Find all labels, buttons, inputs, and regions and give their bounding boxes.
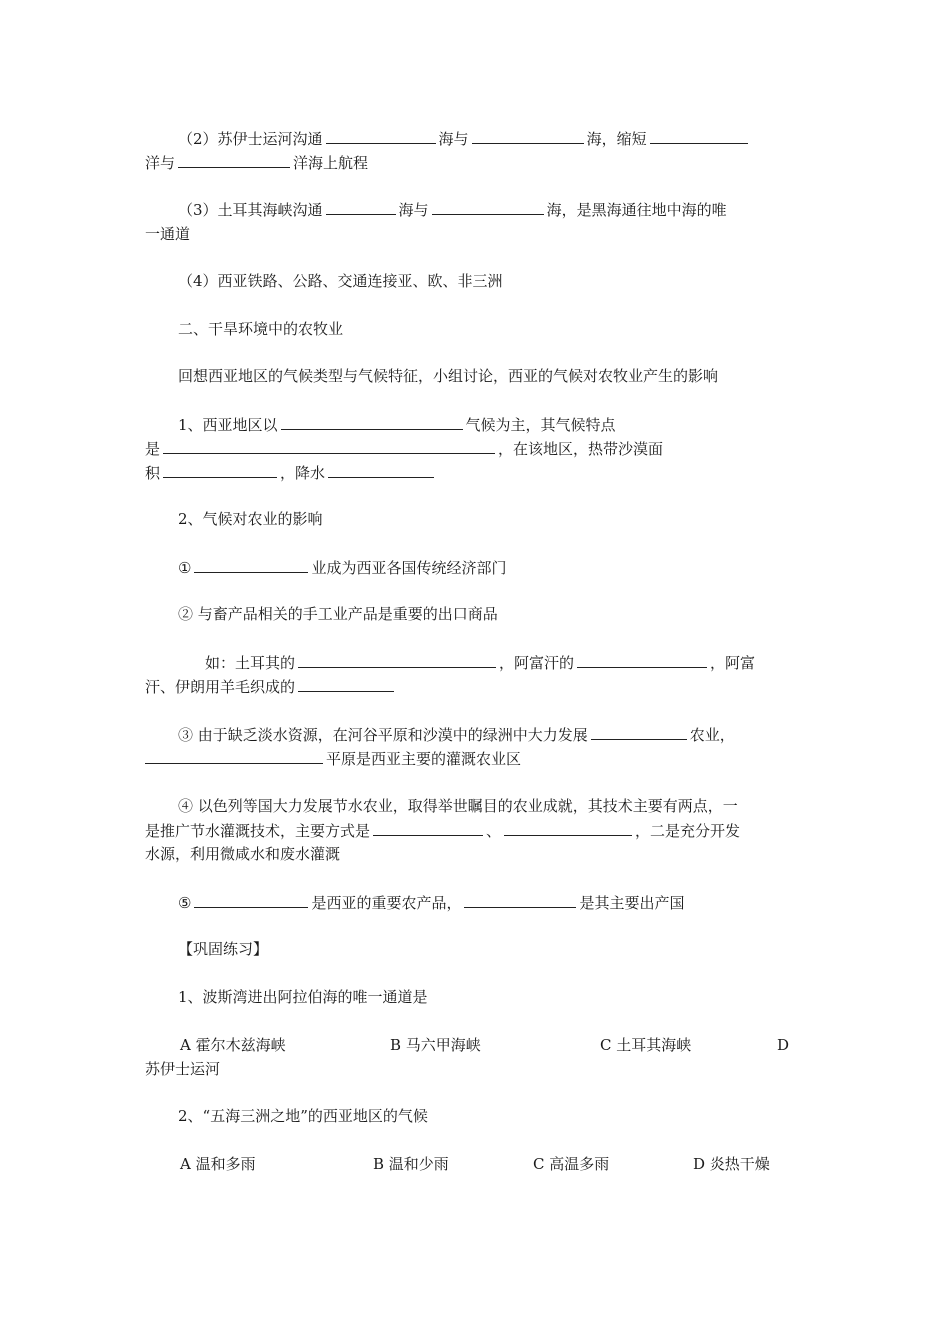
p2-text: 2、气候对农业的影响 <box>178 510 323 528</box>
example-line2 <box>145 676 397 696</box>
intro-line <box>178 366 718 386</box>
blank-field[interactable] <box>194 557 308 573</box>
p1-text: 1、西亚地区以 <box>178 416 278 434</box>
blank-field[interactable] <box>163 438 495 454</box>
p1-text: ，降水 <box>280 464 326 482</box>
exercise1-question-text: 1、波斯湾进出阿拉伯海的唯一通道是 <box>178 988 428 1006</box>
q4-line <box>178 271 503 291</box>
exercise2-option-b[interactable] <box>373 1154 449 1174</box>
option-label: A 霍尔木兹海峡 <box>180 1036 286 1054</box>
item3-line1 <box>178 724 735 744</box>
p1-line2 <box>145 438 663 458</box>
p1-text: 气候为主，其气候特点 <box>465 416 616 434</box>
item3-text: 平原是西亚主要的灌溉农业区 <box>326 750 522 768</box>
option-label: B 温和少雨 <box>373 1155 449 1173</box>
p1-text: 积 <box>145 464 161 482</box>
exercise1-question <box>178 987 428 1007</box>
q2-text: 海与 <box>438 130 469 148</box>
section-heading <box>178 319 343 339</box>
blank-field[interactable] <box>298 652 496 668</box>
item1-line <box>178 557 506 577</box>
blank-field[interactable] <box>577 652 707 668</box>
example-text: 如：土耳其的 <box>205 654 296 672</box>
blank-field[interactable] <box>472 128 584 144</box>
item4-text: 水源，利用微咸水和废水灌溉 <box>145 845 341 863</box>
blank-field[interactable] <box>281 414 463 430</box>
q2-text: 洋与 <box>145 154 176 172</box>
practice-heading-text: 【巩固练习】 <box>178 940 269 958</box>
q2-text: （2）苏伊士运河沟通 <box>178 130 323 148</box>
exercise1-option-d[interactable] <box>777 1035 789 1055</box>
option-label: 苏伊士运河 <box>145 1060 221 1078</box>
exercise1-option-c[interactable] <box>600 1035 691 1055</box>
item4-line2 <box>145 820 740 840</box>
option-label: B 马六甲海峡 <box>390 1036 481 1054</box>
blank-field[interactable] <box>591 724 687 740</box>
example-text: ，阿富 <box>710 654 756 672</box>
blank-field[interactable] <box>194 892 308 908</box>
item3-text: 农业， <box>689 726 735 744</box>
option-label: D <box>777 1036 790 1054</box>
option-label: C 高温多雨 <box>533 1155 610 1173</box>
item4-text: ，二是充分开发 <box>635 822 741 840</box>
example-line1 <box>205 652 755 672</box>
blank-field[interactable] <box>504 820 632 836</box>
option-label: D 炎热干燥 <box>693 1155 770 1173</box>
item3-text: ③ 由于缺乏淡水资源，在河谷平原和沙漠中的绿洲中大力发展 <box>178 726 588 744</box>
p1-text: ，在该地区，热带沙漠面 <box>498 440 664 458</box>
item5-text: 是其主要出产国 <box>579 894 685 912</box>
exercise1-option-d-text[interactable] <box>145 1059 220 1079</box>
exercise2-question <box>178 1106 428 1126</box>
example-text: ，阿富汗的 <box>499 654 575 672</box>
p1-line1 <box>178 414 616 434</box>
blank-field[interactable] <box>326 128 436 144</box>
example-text: 汗、伊朗用羊毛织成的 <box>145 678 296 696</box>
blank-field[interactable] <box>650 128 748 144</box>
p1-line3 <box>145 462 437 482</box>
q3-text: 一通道 <box>145 225 191 243</box>
item4-text: 是推广节水灌溉技术，主要方式是 <box>145 822 371 840</box>
blank-field[interactable] <box>328 462 434 478</box>
p1-text: 是 <box>145 440 161 458</box>
option-label: C 土耳其海峡 <box>600 1036 692 1054</box>
item4-text: 、 <box>486 822 502 840</box>
exercise2-option-c[interactable] <box>533 1154 609 1174</box>
blank-field[interactable] <box>145 748 323 764</box>
exercise1-option-a[interactable] <box>180 1035 286 1055</box>
q3-line1 <box>178 199 727 219</box>
exercise2-option-a[interactable] <box>180 1154 256 1174</box>
section-heading-text: 二、干旱环境中的农牧业 <box>178 320 344 338</box>
q2-text: 洋海上航程 <box>293 154 369 172</box>
q2-text: 海，缩短 <box>586 130 647 148</box>
item5-text: 是西亚的重要农产品， <box>311 894 462 912</box>
item3-line2 <box>145 748 521 768</box>
item1-text: 业成为西亚各国传统经济部门 <box>311 559 507 577</box>
item2-text: ② 与畜产品相关的手工业产品是重要的出口商品 <box>178 605 498 623</box>
p2-line <box>178 509 323 529</box>
item2-line <box>178 604 498 624</box>
q2-line2 <box>145 152 368 172</box>
exercise2-question-text: 2、“五海三洲之地”的西亚地区的气候 <box>178 1107 428 1125</box>
blank-field[interactable] <box>464 892 576 908</box>
blank-field[interactable] <box>298 676 394 692</box>
item4-line1 <box>178 796 738 816</box>
q3-text: （3）土耳其海峡沟通 <box>178 201 323 219</box>
q2-line1 <box>178 128 751 148</box>
blank-field[interactable] <box>432 199 544 215</box>
blank-field[interactable] <box>163 462 277 478</box>
intro-text: 回想西亚地区的气候类型与气候特征，小组讨论，西亚的气候对农牧业产生的影响 <box>178 367 719 385</box>
blank-field[interactable] <box>178 152 290 168</box>
option-label: A 温和多雨 <box>180 1155 256 1173</box>
q4-text: （4）西亚铁路、公路、交通连接亚、欧、非三洲 <box>178 272 503 290</box>
blank-field[interactable] <box>326 199 396 215</box>
q3-text: 海与 <box>398 201 429 219</box>
item1-text: ① <box>178 559 192 577</box>
exercise2-option-d[interactable] <box>693 1154 770 1174</box>
q3-line2 <box>145 224 190 244</box>
item5-line <box>178 892 684 912</box>
q3-text: 海，是黑海通往地中海的唯 <box>546 201 727 219</box>
practice-heading <box>178 939 268 959</box>
item4-line3 <box>145 844 340 864</box>
item4-text: ④ 以色列等国大力发展节水农业，取得举世瞩目的农业成就，其技术主要有两点，一 <box>178 797 738 815</box>
blank-field[interactable] <box>373 820 483 836</box>
item5-text: ⑤ <box>178 894 192 912</box>
exercise1-option-b[interactable] <box>390 1035 481 1055</box>
